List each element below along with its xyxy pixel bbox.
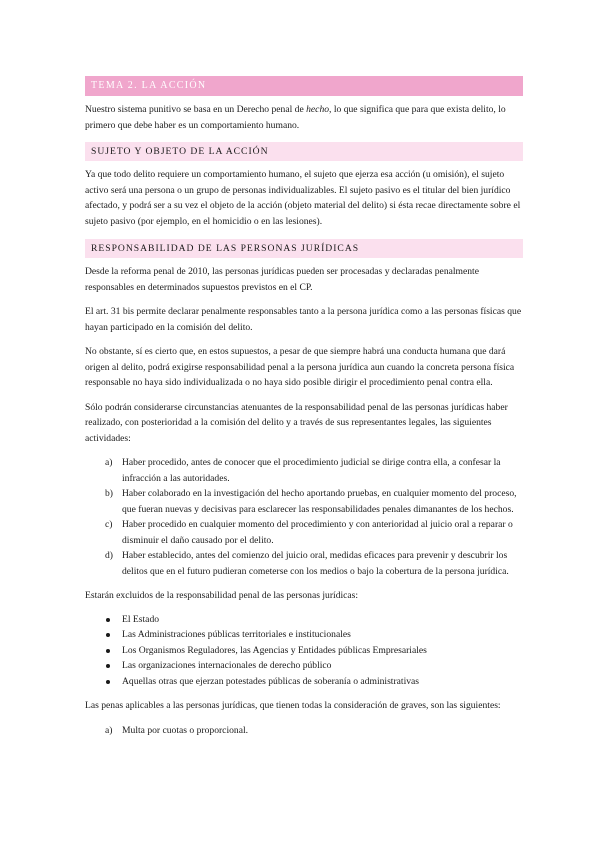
bullet-icon: [106, 618, 110, 622]
list-item: [85, 548, 523, 579]
exception-paragraph: No obstante, sí es cierto que, en estos supuestos, a pesar de que siempre habrá una conducta humana que dará origen al delito, podrá exigirse responsabilidad penal a la persona jurídica aun cuando la concreta persona física responsable no haya sido individualizada o no haya sido posible dirigir el procedimiento penal contra ella.: [85, 346, 515, 388]
list-item-label: c): [105, 519, 113, 530]
reform-paragraph: Desde la reforma penal de 2010, las personas jurídicas pueden ser procesadas y declaradas penalmente responsables en determinados supuestos previstos en el CP.: [85, 266, 479, 293]
list-item: [85, 517, 523, 548]
mitigating-intro-paragraph: Sólo podrán considerarse circunstancias atenuantes de la responsabilidad penal de las personas jurídicas haber realizado, con posterioridad a la comisión del delito y a través de sus representantes legales, las siguientes actividades:: [85, 401, 508, 444]
document-body: [85, 76, 523, 738]
intro-text-start: Nuestro sistema punitivo se basa en un Derecho penal de: [85, 104, 307, 115]
bullet-icon: [106, 649, 110, 653]
list-item-text: Los Organismos Reguladores, las Agencias y Entidades públicas Empresariales: [122, 644, 427, 656]
list-item: [85, 643, 523, 659]
bullet-icon: [106, 633, 110, 637]
list-item-text: Las organizaciones internacionales de derecho público: [122, 660, 332, 671]
section-heading-liability: RESPONSABILIDAD DE LAS PERSONAS JURÍDICAS: [85, 239, 523, 258]
list-item-label: b): [105, 488, 113, 499]
list-item: [85, 455, 523, 486]
list-item-text: Haber colaborado en la investigación del hecho aportando pruebas, en cualquier momento del proceso, que fueran nuevas y decisivas para esclarecer las responsabilidades penales dimanantes de los hechos.: [122, 488, 517, 515]
article-paragraph: El art. 31 bis permite declarar penalmente responsables tanto a la persona jurídica como a las personas físicas que hayan participado en la comisión del delito.: [85, 306, 522, 333]
intro-italic-word: hecho: [306, 104, 330, 115]
intro-text-end: , lo que significa que para que exista delito, lo primero que debe haber es un comportamiento humano.: [85, 104, 506, 131]
list-item-label: d): [105, 550, 113, 561]
intro-paragraph: [85, 102, 523, 133]
list-item-text: Multa por cuotas o proporcional.: [122, 724, 249, 736]
list-item-label: a): [105, 457, 113, 468]
list-item: [85, 674, 523, 690]
list-item: [85, 658, 523, 674]
mitigating-list: [85, 455, 523, 579]
list-item: [85, 627, 523, 643]
penalties-list: [85, 723, 523, 739]
list-item-label: a): [105, 724, 113, 736]
section-heading-subject: SUJETO Y OBJETO DE LA ACCIÓN: [85, 142, 523, 161]
list-item-text: Aquellas otras que ejerzan potestades públicas de soberanía o administrativas: [122, 675, 420, 687]
excluded-intro-paragraph: Estarán excluidos de la responsabilidad penal de las personas jurídicas:: [85, 590, 359, 601]
list-item-text: Haber procedido en cualquier momento del procedimiento y con anterioridad al juicio oral a reparar o disminuir el daño causado por el delito.: [122, 519, 513, 546]
bullet-icon: [106, 664, 110, 668]
list-item-text: Haber establecido, antes del comienzo del juicio oral, medidas eficaces para prevenir y descubrir los delitos que en el futuro pudieran cometerse con los medios o bajo la cobertura de la persona jurídica.: [122, 550, 509, 577]
subject-paragraph: Ya que todo delito requiere un comportamiento humano, el sujeto que ejerza esa acción (u omisión), el sujeto activo será una persona o un grupo de personas individualizables. El sujeto pasivo es el titular del bien jurídico afectado, y podrá ser a su vez el objeto de la acción (objeto material del delito) si ésta recae directamente sobre el sujeto pasivo (por ejemplo, en el homicidio o en las lesiones).: [85, 169, 521, 227]
bullet-icon: [106, 680, 110, 684]
list-item: [85, 723, 523, 739]
list-item-text: El Estado: [122, 613, 160, 625]
list-item: [85, 486, 523, 517]
list-item-text: Haber procedido, antes de conocer que el procedimiento judicial se dirige contra ella, a confesar la infracción a las autoridades.: [122, 457, 501, 484]
penalties-intro-paragraph: Las penas aplicables a las personas jurídicas, que tienen todas la consideración de graves, son las siguientes:: [85, 700, 501, 711]
list-item-text: Las Administraciones públicas territoriales e institucionales: [122, 629, 351, 640]
chapter-heading: TEMA 2. LA ACCIÓN: [85, 76, 523, 96]
excluded-list: [85, 612, 523, 690]
list-item: [85, 612, 523, 628]
